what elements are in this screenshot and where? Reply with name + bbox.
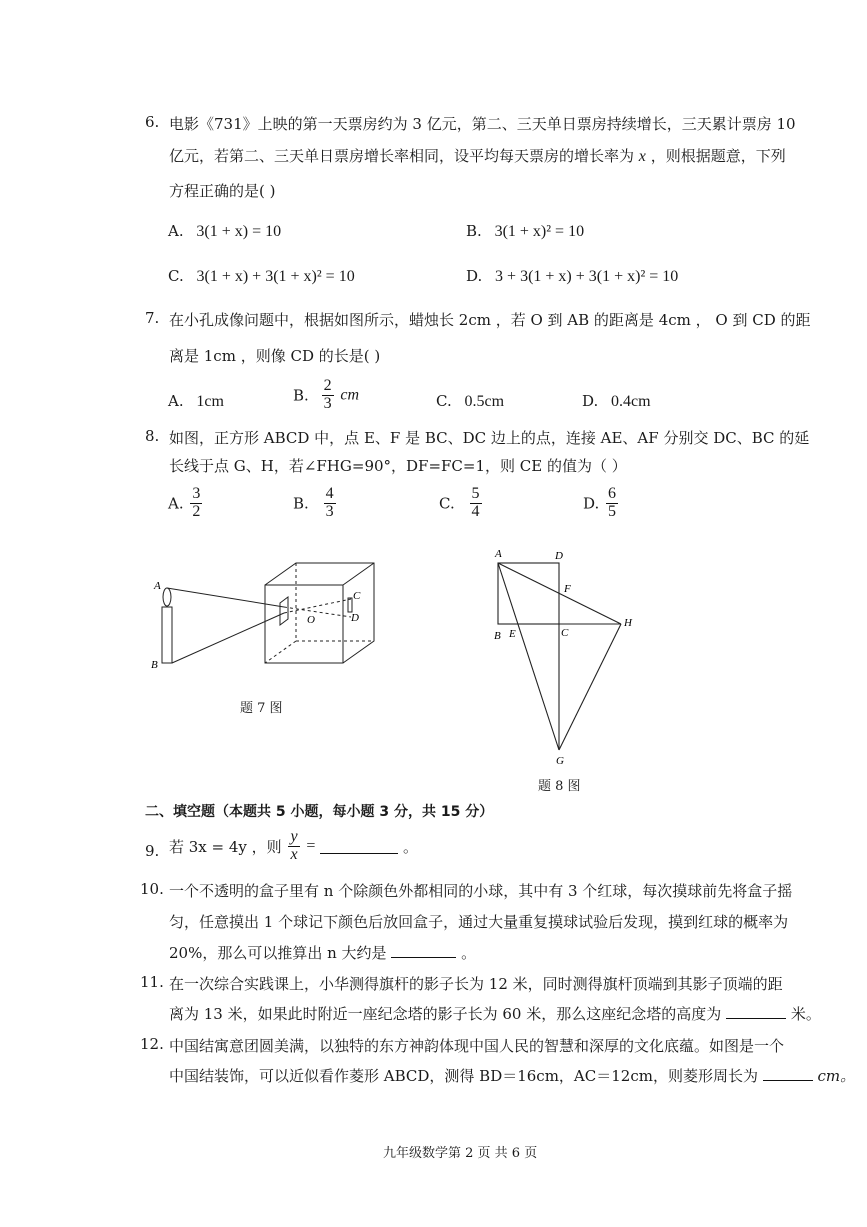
fig8-label-h: H [624, 617, 632, 629]
q7-option-d [582, 392, 651, 411]
q6-option-c-label: C. [168, 267, 184, 285]
figure-7-pinhole-diagram [140, 555, 380, 675]
q11-line2 [169, 1003, 821, 1024]
page-footer: 九年级数学第 2 页 共 6 页 [383, 1146, 538, 1161]
q9-number: 9. [145, 842, 160, 860]
fig8-label-f: F [564, 583, 571, 595]
candle-flame [163, 588, 171, 606]
q12-line2-text: 中国结装饰，可以近似看作菱形 ABCD，测得 BD＝16cm，AC＝12cm，则菱形周长为 [169, 1067, 758, 1085]
q6-option-d [466, 267, 678, 286]
q7-option-c-value: 0.5cm [464, 393, 505, 410]
line-a-g [498, 563, 559, 750]
fig8-label-g: G [556, 755, 564, 767]
q10-line2: 匀，任意摸出 1 个球记下颜色后放回盒子，通过大量重复摸球试验后发现，摸到红球的概率为 [169, 913, 789, 931]
q12-number: 12. [140, 1035, 164, 1053]
fig8-label-e: E [509, 628, 516, 640]
q8-line2: 长线于点 G、H，若∠FHG=90°，DF=FC=1，则 CE 的值为（ ） [169, 457, 627, 475]
q9-fraction-denominator: x [290, 845, 298, 863]
q8-option-a-label: A. [168, 494, 184, 513]
q12-line1: 中国结寓意团圆美满，以独特的东方神韵体现中国人民的智慧和深厚的文化底蕴。如图是一个 [169, 1037, 785, 1055]
q8-number: 8. [145, 427, 160, 445]
q11-line1: 在一次综合实践课上，小华测得旗杆的影子长为 12 米，同时测得旗杆顶端到其影子顶端的距 [169, 975, 783, 993]
q9-fraction-numerator: y [290, 828, 298, 845]
q6-line2 [169, 145, 786, 166]
q8-option-b-label: B. [293, 494, 309, 513]
q8-option-a [168, 486, 204, 521]
q7-option-c [436, 392, 504, 411]
q9-fraction [288, 829, 299, 864]
q6-option-c-formula: 3(1 + x) + 3(1 + x)² = 10 [196, 268, 355, 285]
image-cd [348, 598, 352, 612]
ray-top-outer [167, 588, 284, 607]
figure-8-caption: 题 8 图 [538, 779, 581, 794]
q8-option-d-numerator: 6 [608, 485, 617, 502]
q10-end: 。 [461, 944, 477, 962]
q10-answer-blank[interactable] [391, 943, 456, 958]
q8-option-b-denominator: 3 [325, 502, 334, 520]
fig7-label-d: D [351, 612, 359, 624]
q11-answer-blank[interactable] [726, 1004, 786, 1019]
q8-option-c-denominator: 4 [471, 502, 480, 520]
fig7-label-c: C [353, 590, 361, 602]
q6-option-d-formula: 3 + 3(1 + x) + 3(1 + x)² = 10 [495, 268, 679, 285]
q6-number: 6. [145, 113, 160, 131]
q10-line1: 一个不透明的盒子里有 n 个除颜色外都相同的小球，其中有 3 个红球，每次摸球前先将盒子摇 [169, 882, 793, 900]
q11-number: 11. [140, 973, 164, 991]
cube-front-face [265, 585, 343, 663]
q7-option-c-label: C. [436, 392, 452, 410]
q8-option-b-fraction [324, 486, 336, 521]
fig8-label-b: B [494, 630, 501, 642]
q10-line3-text: 20%，那么可以推算出 n 大约是 [169, 944, 387, 962]
q6-line3: 方程正确的是( ) [169, 182, 276, 200]
q8-option-c [439, 486, 484, 521]
q7-line1: 在小孔成像问题中，根据如图所示，蜡烛长 2cm ，若 O 到 AB 的距离是 4cm ， O 到 CD 的距 [169, 311, 811, 329]
q8-option-a-numerator: 3 [192, 485, 201, 502]
q6-line2-text: 亿元，若第二、三天单日票房增长率相同，设平均每天票房的增长率为 [169, 147, 635, 165]
q8-option-b [293, 486, 338, 521]
fig7-label-a: A [154, 580, 161, 592]
q7-option-b-denominator: 3 [323, 394, 332, 412]
q8-option-a-denominator: 2 [192, 502, 201, 520]
figure-8-square-diagram [485, 543, 645, 773]
figure-7-caption: 题 7 图 [240, 701, 283, 716]
q10-line3 [169, 942, 476, 963]
q7-option-d-value: 0.4cm [611, 393, 651, 410]
rays-inside-box [284, 599, 351, 617]
q8-option-d-fraction [606, 486, 618, 521]
q7-option-a-value: 1cm [196, 393, 224, 410]
q12-answer-blank[interactable] [763, 1066, 813, 1081]
q8-option-b-numerator: 4 [325, 485, 334, 502]
square-abcd [498, 563, 559, 624]
q6-option-a [168, 222, 281, 241]
q7-option-b [293, 378, 359, 413]
fig8-label-c: C [561, 627, 569, 639]
q6-option-a-label: A. [168, 222, 184, 240]
q6-option-c [168, 267, 355, 286]
q6-option-b [466, 222, 584, 241]
q9-body [169, 829, 418, 864]
q8-option-c-numerator: 5 [471, 485, 480, 502]
candle-body [162, 607, 172, 663]
q9-prefix: 若 3x = 4y ，则 [169, 837, 282, 856]
q7-option-b-unit: cm [340, 386, 360, 404]
q7-number: 7. [145, 309, 160, 327]
q7-option-d-label: D. [582, 392, 599, 410]
q7-option-b-fraction [322, 378, 334, 413]
q6-line1: 电影《731》上映的第一天票房约为 3 亿元，第二、三天单日票房持续增长，三天累计票房 10 [169, 115, 796, 133]
fig8-label-a: A [495, 548, 502, 560]
q7-option-a [168, 392, 224, 411]
q8-line1: 如图，正方形 ABCD 中，点 E、F 是 BC、DC 边上的点，连接 AE、AF 分别交 DC、BC 的延 [169, 429, 810, 447]
q9-answer-blank[interactable] [320, 839, 398, 854]
section-2-title: 二、填空题（本题共 5 小题，每小题 3 分，共 15 分） [145, 804, 494, 820]
q8-option-c-fraction [470, 486, 482, 521]
q8-option-a-fraction [190, 486, 202, 521]
ray-bottom-outer [172, 613, 284, 663]
q9-equals: = [306, 837, 316, 855]
q11-line2-text: 离为 13 米，如果此时附近一座纪念塔的影子长为 60 米，那么这座纪念塔的高度为 [169, 1005, 722, 1023]
q12-line2 [169, 1065, 855, 1086]
q7-option-a-label: A. [168, 392, 184, 410]
q6-option-b-formula: 3(1 + x)² = 10 [494, 223, 585, 240]
q9-end: 。 [402, 837, 418, 856]
q7-line2: 离是 1cm ，则像 CD 的长是( ) [169, 347, 381, 365]
fig7-label-o: O [307, 614, 315, 626]
q6-option-a-formula: 3(1 + x) = 10 [196, 223, 282, 240]
q6-option-b-label: B. [466, 222, 482, 240]
q10-number: 10. [140, 880, 164, 898]
q6-variable: x [638, 148, 646, 165]
line-h-g [559, 624, 621, 750]
fig7-label-b: B [151, 659, 158, 671]
q6-line2-tail: ，则根据题意，下列 [650, 147, 786, 165]
cube-top-right-edge [343, 563, 374, 585]
pinhole-plate [280, 597, 288, 625]
q8-option-d [583, 486, 620, 521]
q6-option-d-label: D. [466, 267, 483, 285]
q12-end: cm。 [817, 1067, 856, 1085]
q8-option-c-label: C. [439, 494, 455, 513]
q7-option-b-numerator: 2 [323, 377, 332, 394]
q8-option-d-label: D. [583, 494, 600, 513]
q11-end: 米。 [790, 1005, 821, 1023]
q8-option-d-denominator: 5 [608, 502, 617, 520]
q7-option-b-label: B. [293, 386, 309, 405]
fig8-label-d: D [555, 550, 563, 562]
